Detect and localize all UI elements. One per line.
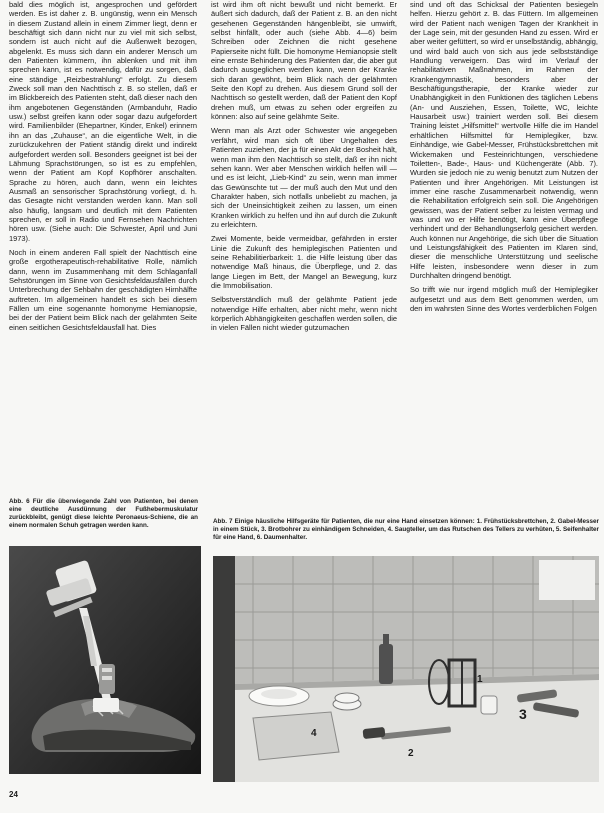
- figure-7-photo: [213, 556, 599, 782]
- text-column-2: [211, 0, 397, 492]
- paragraph: ist wird ihm oft nicht bewußt und nicht bemerkt. Er äußert sich dadurch, daß der Patient z. B. an den nicht gesehenen Gegenständen hängenbleibt, sie umwirft, selbst hinfällt, oder auch (siehe Abb. 4—6) beim Schreiben oder Zeichnen die nicht gesehene Papierseite nicht füllt. Die homonyme Hemianopsie stellt eine ernste Behinderung des Patienten dar, die aber gut dadurch ausgeglichen werden kann, wenn der Kranke sich daran gewöhnt, beim Blick nach der gelähmten Seite den Kopf zu drehen. Aus diesem Grund soll der Nachttisch so gestellt werden, daß der Patient den Kopf drehen muß, um etwas zu sehen oder ergreifen zu können: also auf seine gelähmte Seite.: [211, 0, 397, 122]
- figure-6-caption: Abb. 6 Für die überwiegende Zahl von Patienten, bei denen eine deutliche Ausdünnung der Fußhebermuskulatur zurückbleibt, genügt diese leichte Peronaeus-Schiene, die an einem normalen Schuh getragen werden kann.: [9, 498, 198, 529]
- photo-label-4: 4: [311, 728, 317, 739]
- photo-label-3: 3: [519, 706, 527, 722]
- photo-label-1: 1: [477, 674, 483, 685]
- text-column-3: [410, 0, 598, 480]
- splint-shoe-illustration: [9, 546, 201, 774]
- paragraph: Noch in einem anderen Fall spielt der Nachttisch eine große ergotherapeutisch-rehabilitative Rolle, nämlich dann, wenn im Zusammenhang mit dem Schlaganfall Sehstörungen im Sinne von Gesichtsfeldausfällen durch Unterbrechung der Sehbahn der geschädigten Hirnhälfte auftreten. Im allgemeinen handelt es sich bei diesem Fällen um eine sogenannte homonyme Hemianopsie, bei der der Patient beim Blick nach der gelähmten Seite einen seitlichen Gesichtsfeldausfall hat. Dies: [9, 247, 197, 332]
- photo-label-2: 2: [408, 748, 414, 759]
- paragraph: Zwei Momente, beide vermeidbar, gefährden in erster Linie die Zukunft des hemiplegischen Patienten und seine Rehabilitierbarkeit: 1. die Hilfe leistung über das notwendige Maß hinaus, die Überpflege, und 2. das lange Liegen im Bett, der Mangel an Bewegung, kurz die Immobilisation.: [211, 234, 397, 290]
- paragraph: So trifft wie nur irgend möglich muß der Hemiplegiker aufgesetzt und aus dem Bett genommen werden, um den im wahrsten Sinne des Wortes verderblichen Folgen: [410, 285, 598, 313]
- page-number: 24: [9, 790, 18, 799]
- text-column-1: [9, 0, 197, 492]
- household-aids-illustration: [213, 556, 599, 782]
- figure-6-photo: [9, 546, 201, 774]
- paragraph: Wenn man als Arzt oder Schwester wie angegeben verfährt, wird man sich oft über Ungehalten des Patienten zuziehen, der ja für einen Akt der Bosheit hält, wenn man ihm den Nachttisch so stellt, daß er ihn nicht sehen kann. Wer aber Menschen wirklich helfen will — und es ist leicht, „Lieb-Kind“ zu sein, wenn man immer das Gewünschte tut — der muß auch den Mut und den Charakter haben, sich notfalls unbeliebt zu machen, ja sich der Uneinsichtigkeit zeihen zu lassen, um einen Kranken wirklich zu helfen und ihn auf durch die Zukunft zu erleichtern.: [211, 126, 397, 229]
- paragraph: bald dies möglich ist, angesprochen und gefördert werden. Es ist daher z. B. ungünstig, wenn ein Mensch in diesem Zustand allein in einem Zimmer liegt, denn er beschäftigt sich dann nicht nur zu viel mit sich selbst, sondern ist auch nicht auf die Außenwelt bezogen, abgelenkt. Es muss sich dann ein anderer Mensch um den Patienten kümmern, ihn ablenken und mit ihm sprechen kann, ist es notwendig, dafür zu sorgen, daß eine ständige „Reizbestrahlung“ erfolgt. Zu diesem Zweck soll man den Nachttisch z. B. so stellen, daß er im Blickbereich des Patienten steht, daß dieser nach den ihm angebotenen Gegenständen (Armbanduhr, Radio usw.) selbst greifen kann oder sogar dazu aufgefordert wird. Familienbilder (Ehepartner, Kinder, Enkel) erinnern ihn an das „Zuhause“, an die eigentliche Welt, in die zurückzukehren der Patient ständig direkt und indirekt aufgefordert werden soll. Besonders geeignet ist bei der Lähmung Sprachstörungen, so ist es zu empfehlen, wenn der Patient am Kopf Kopfhörer anschalten. Sprache zu hören, auch dann, wenn ein leichtes Ausmaß an sensorischer Sprachstörung vorliegt, d. h. das Gesagte nicht verstanden werden kann. Man soll also häufig, langsam und deutlich mit dem Patienten sprechen, er soll in Radio und Fernsehen Nachrichten hören usw. (Siehe auch: Die Schwester, April und Juni 1973).: [9, 0, 197, 243]
- figure-7-caption: Abb. 7 Einige häusliche Hilfsgeräte für Patienten, die nur eine Hand einsetzen können: 1. Frühstücksbrettchen, 2. Gabel-Messer in einem Stück, 3. Brotbohrer zu einhändigem Schneiden, 4. Saugteller, um das Rutschen des Tellers zu verhüten, 5. Seifenhalter für eine Hand, 6. Daumenhalter.: [213, 518, 599, 541]
- paragraph: sind und oft das Schicksal der Patienten besiegeln helfen. Hierzu gehört z. B. das Füttern. Im allgemeinen wird der Patient nach wenigen Tagen der Krankheit in der Lage sein, mit der gesunden Hand zu essen. Wird er aber weiter gefüttert, so wird er unselbständig, abhängig, und wird bald auch von sich aus jede selbstständige Handlung verweigern. Das wird im Verlauf der rehabilitativen Maßnahmen, im Rahmen der Krankengymnastik, besonders aber der Beschäftigungstherapie, der Kranke wieder zur Unabhängigkeit in den Funktionen des täglichen Lebens (An- und Ausziehen, Essen, Toilette, WC, leichte Hausarbeit usw.) trainiert werden soll. Bei diesem Training leistet „Hilfsmittel“ wertvolle Hilfe die im Handel erhältlichen Hilfsmittel für Hemiplegiker, bzw. Einhändige, wie Gabel-Messer, Frühstücksbrettchen mit Wickemaken und Festeinrichtungen, verschiedene Toiletten-, Bade-, Haus- und Küchengeräte (Abb. 7). Wurden sie jedoch nie zu wenig benutzt zum Nutzen der Patienten und ihrer Angehörigen. Mit Leistungen ist immer eine rasche Zusammenarbeit notwendig, wenn die Rehabilitation erfolgreich sein soll. Die Angehörigen gewissen, was der Patient selber zu leisten vermag und was und wo er Hilfe benötigt, kann eine Überpflege verhindert und der Behandlungserfolg gesichert werden. Auch können nur Angehörige, die sich über die Situation und Leistungsfähigkeit des Patienten im Klaren sind, dieser die menschliche Unterstützung und seelische Hilfe leisten, insbesondere wenn dieser in zum Durchhalten dringend benötigt.: [410, 0, 598, 280]
- paragraph: Selbstverständlich muß der gelähmte Patient jede notwendige Hilfe erhalten, aber nicht mehr, wenn nicht körperlich Abhängigkeiten geschaffen werden sollen, die in vielen Fällen nicht wieder gutzumachen: [211, 295, 397, 333]
